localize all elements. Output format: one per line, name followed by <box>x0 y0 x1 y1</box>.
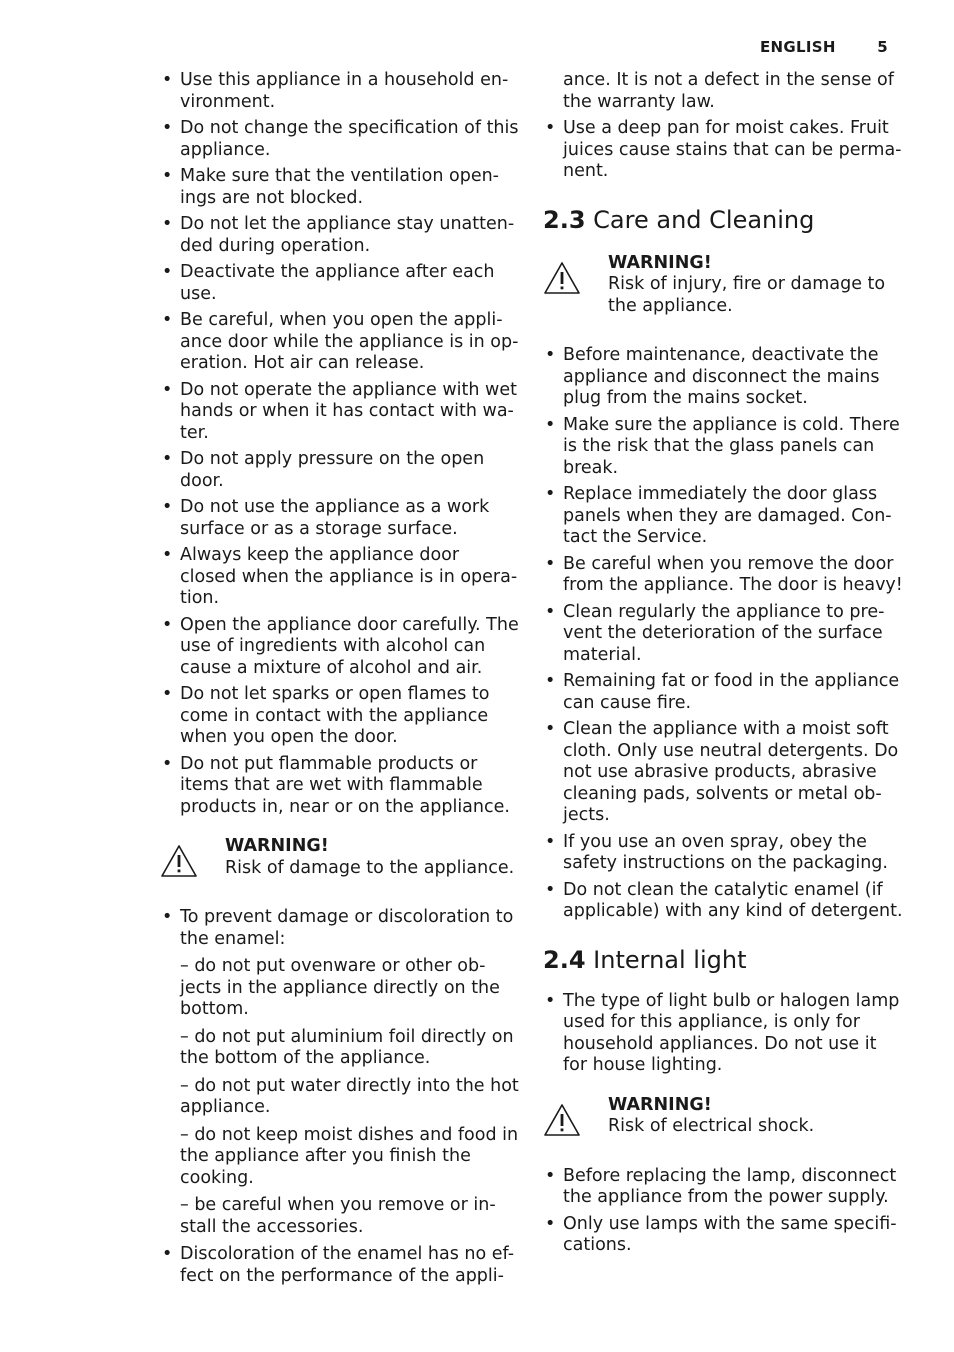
list-item: • Use this appliance in a household en-vironment. <box>160 70 520 113</box>
list-item-continuation: ance. It is not a defect in the sense of the warranty law. <box>563 70 894 112</box>
list-item: • Clean the appliance with a moist soft cloth. Only use neutral detergents. Do not use abrasive products, abrasive cleaning pads, solvents or metal ob-jects. <box>543 719 903 827</box>
list-item: • Do not clean the catalytic enamel (if applicable) with any kind of detergent. <box>543 880 903 923</box>
warning-text: Risk of damage to the appliance. <box>225 857 515 878</box>
list-item: • Before maintenance, deactivate the appliance and disconnect the mains plug from the mains socket. <box>543 345 903 410</box>
section-number: 2.4 <box>543 945 586 974</box>
section-title: Internal light <box>593 945 747 974</box>
page-number: 5 <box>877 38 888 56</box>
list-item-text: • To prevent damage or discoloration to the enamel: <box>180 907 514 949</box>
list-item: • Do not use the appliance as a work surface or as a storage surface. <box>160 497 520 540</box>
right-column <box>543 70 903 1262</box>
warning-title: WARNING! <box>608 1094 712 1115</box>
list-item: • Remaining fat or food in the appliance can cause fire. <box>543 671 903 714</box>
list-item: • If you use an oven spray, obey the safety instructions on the packaging. <box>543 832 903 875</box>
light-list <box>543 1166 903 1257</box>
warning-text: Risk of injury, fire or damage to the appliance. <box>608 274 886 316</box>
list-item: • Only use lamps with the same specifi-cations. <box>543 1214 903 1257</box>
list-item: • Replace immediately the door glass panels when they are damaged. Con-tact the Service. <box>543 484 903 549</box>
list-item: • Be careful, when you open the appli-ance door while the appliance is in op-eration. Hot air can release. <box>160 310 520 375</box>
warning-icon <box>160 844 198 878</box>
safety-list <box>160 70 520 818</box>
warning-icon <box>543 1103 581 1137</box>
list-item: • The type of light bulb or halogen lamp used for this appliance, is only for household appliances. Do not use it for house lighting. <box>543 991 903 1077</box>
light-intro-list <box>543 991 903 1077</box>
list-item: • Make sure the appliance is cold. There is the risk that the glass panels can break. <box>543 415 903 480</box>
sub-item: – do not put ovenware or other ob-jects in the appliance directly on the bottom. <box>180 956 500 1019</box>
list-item: • Use a deep pan for moist cakes. Fruit juices cause stains that can be perma-nent. <box>543 118 903 183</box>
warning-box <box>543 253 903 318</box>
list-item: • Always keep the appliance door closed when the appliance is in opera-tion. <box>160 545 520 610</box>
warning-box <box>543 1095 903 1138</box>
list-item: • Be careful when you remove the door from the appliance. The door is heavy! <box>543 554 903 597</box>
sub-item: – do not put aluminium foil directly on the bottom of the appliance. <box>180 1026 514 1068</box>
continued-list <box>543 70 903 183</box>
list-item: • Do not let the appliance stay unatten-ded during operation. <box>160 214 520 257</box>
care-list <box>543 345 903 923</box>
sub-item: – be careful when you remove or in-stall the accessories. <box>180 1195 496 1237</box>
list-item: • Do not let sparks or open flames to come in contact with the appliance when you open the door. <box>160 684 520 749</box>
list-item: • Do not put flammable products or items that are wet with flammable products in, near or on the appliance. <box>160 754 520 819</box>
list-item: • Do not operate the appliance with wet hands or when it has contact with wa-ter. <box>160 380 520 445</box>
warning-title: WARNING! <box>608 252 712 273</box>
section-title: Care and Cleaning <box>593 205 815 234</box>
list-item: • Discoloration of the enamel has no ef-fect on the performance of the appli- <box>160 1244 520 1287</box>
section-number: 2.3 <box>543 205 586 234</box>
enamel-list <box>160 907 520 1287</box>
list-item: • Make sure that the ventilation open-ings are not blocked. <box>160 166 520 209</box>
sub-item: – do not put water directly into the hot appliance. <box>180 1075 519 1117</box>
section-heading-care <box>543 205 903 235</box>
list-item <box>160 907 520 1238</box>
language-label: ENGLISH <box>760 38 836 56</box>
list-item: • Do not change the specification of this appliance. <box>160 118 520 161</box>
warning-title: WARNING! <box>225 836 329 856</box>
list-item: • Before replacing the lamp, disconnect the appliance from the power supply. <box>543 1166 903 1209</box>
warning-text: Risk of electrical shock. <box>608 1116 815 1136</box>
warning-box <box>160 836 520 879</box>
section-heading-light <box>543 945 903 975</box>
left-column <box>160 70 520 1292</box>
sub-item: – do not keep moist dishes and food in the appliance after you finish the cooking. <box>180 1124 519 1188</box>
warning-icon <box>543 261 581 295</box>
list-item: • Clean regularly the appliance to pre-vent the deterioration of the surface material. <box>543 602 903 667</box>
list-item: • Open the appliance door carefully. The use of ingredients with alcohol can cause a mixture of alcohol and air. <box>160 615 520 680</box>
page-header <box>760 38 888 56</box>
list-item: • Deactivate the appliance after each use. <box>160 262 520 305</box>
list-item: • Do not apply pressure on the open door. <box>160 449 520 492</box>
